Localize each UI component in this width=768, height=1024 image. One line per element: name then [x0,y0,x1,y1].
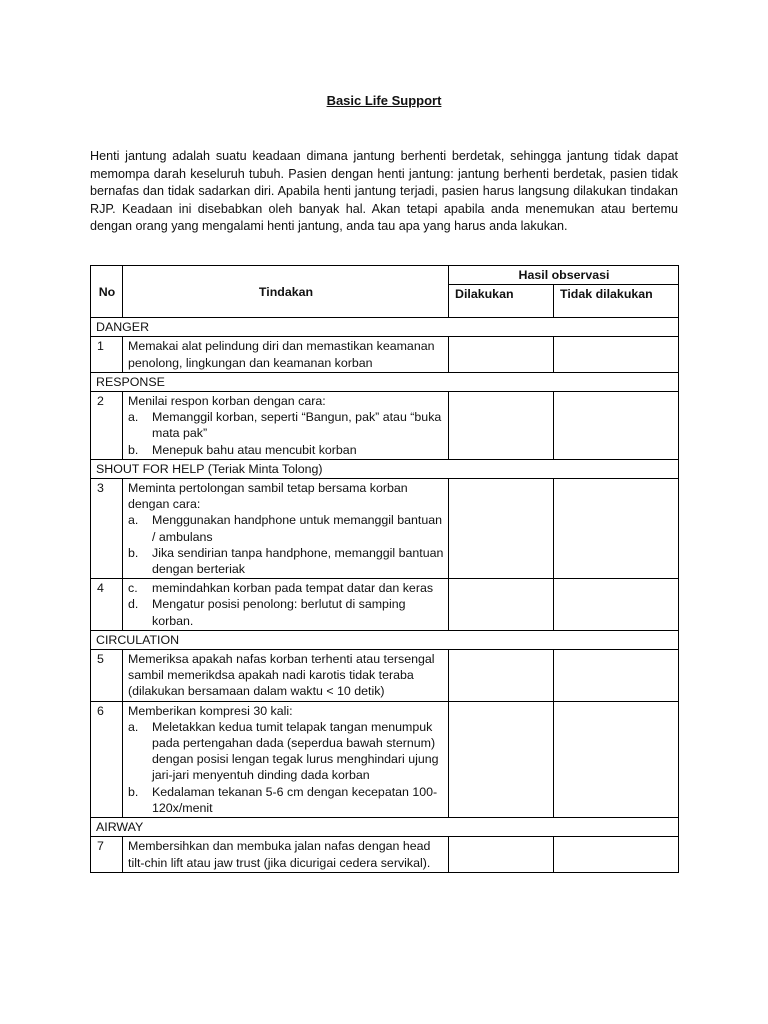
header-no: No [91,266,123,318]
section-label-airway: AIRWAY [91,818,679,837]
section-label-circulation: CIRCULATION [91,630,679,649]
sub-item [128,784,444,816]
section-label-shout-for-help: SHOUT FOR HELP (Teriak Minta Tolong) [91,459,679,478]
table-row [91,650,679,702]
section-row-response [91,372,679,391]
sub-item [128,596,444,628]
sub-item-text: Kedalaman tekanan 5-6 cm dengan kecepatan 100-120x/menit [152,784,438,815]
row-action-cell [123,479,449,579]
sub-item [128,580,444,596]
row-action-text: Memberikan kompresi 30 kali: [128,703,293,718]
cell-dilakukan[interactable] [449,701,554,817]
sub-item [128,545,444,577]
table-row [91,837,679,872]
sub-item-letter: b. [128,442,139,457]
header-dilakukan: Dilakukan [449,285,554,318]
cell-tidak-dilakukan[interactable] [554,579,679,631]
sub-item-text: Menggunakan handphone untuk memanggil bantuan / ambulans [152,513,443,544]
cell-dilakukan[interactable] [449,479,554,579]
section-label-danger: DANGER [91,318,679,337]
row-action-text: Meminta pertolongan sambil tetap bersama korban dengan cara: [128,481,408,512]
sub-item-letter: a. [128,410,139,425]
table-row [91,579,679,631]
cell-tidak-dilakukan[interactable] [554,337,679,372]
row-number: 4 [91,579,123,631]
row-number: 7 [91,837,123,872]
document-title: Basic Life Support [326,93,442,108]
sub-item [128,409,444,441]
row-number: 3 [91,479,123,579]
sub-item-text: Memanggil korban, seperti “Bangun, pak” atau “buka mata pak” [152,410,442,441]
row-action-text: Memeriksa apakah nafas korban terhenti atau tersengal sambil memerikdsa apakah nadi karotis tidak teraba (dilakukan bersamaan dalam waktu < 10 detik) [123,650,449,702]
cell-dilakukan[interactable] [449,650,554,702]
table-row [91,392,679,460]
row-number: 6 [91,701,123,817]
section-label-response: RESPONSE [91,372,679,391]
table-row [91,479,679,579]
sub-item-text: Menepuk bahu atau mencubit korban [152,442,357,457]
cell-tidak-dilakukan[interactable] [554,701,679,817]
cell-tidak-dilakukan[interactable] [554,837,679,872]
row-action-text: Memakai alat pelindung diri dan memastikan keamanan penolong, lingkungan dan keamanan korban [123,337,449,372]
sub-item-text: memindahkan korban pada tempat datar dan keras [152,581,434,596]
sub-item-letter: b. [128,545,139,560]
cell-dilakukan[interactable] [449,837,554,872]
cell-tidak-dilakukan[interactable] [554,650,679,702]
cell-tidak-dilakukan[interactable] [554,392,679,460]
row-number: 5 [91,650,123,702]
table-row [91,701,679,817]
observation-table [90,265,679,873]
sub-item [128,512,444,544]
header-tindakan: Tindakan [123,266,449,318]
cell-dilakukan[interactable] [449,392,554,460]
cell-tidak-dilakukan[interactable] [554,479,679,579]
sub-item-letter: a. [128,513,139,528]
row-action-text: Menilai respon korban dengan cara: [128,394,326,409]
header-hasil-observasi: Hasil observasi [449,266,679,285]
header-tidak-dilakukan: Tidak dilakukan [554,285,679,318]
section-row-shout-for-help [91,459,679,478]
sub-item-text: Mengatur posisi penolong: berlutut di samping korban. [152,597,406,628]
sub-item [128,442,444,458]
row-number: 2 [91,392,123,460]
sub-item [128,719,444,784]
sub-item-letter: a. [128,719,139,734]
intro-paragraph: Henti jantung adalah suatu keadaan dimana jantung berhenti berdetak, sehingga jantung tidak dapat memompa darah keseluruh tubuh. Pasien dengan henti jantung: jantung berhenti berdetak, pasien tidak bernafas dan tidak sadarkan diri. Apabila henti jantung terjadi, pasien harus langsung dilakukan tindakan RJP. Keadaan ini disebabkan oleh banyak hal. Akan tetapi apabila anda menemukan atau bertemu dengan orang yang mengalami henti jantung, anda tau apa yang harus anda lakukan. [90,149,678,234]
row-action-text: Membersihkan dan membuka jalan nafas dengan head tilt-chin lift atau jaw trust (jika dicurigai cedera servikal). [123,837,449,872]
header-row [91,266,679,285]
sub-item-letter: b. [128,784,139,799]
sub-item-letter: c. [128,581,138,596]
section-row-airway [91,818,679,837]
cell-dilakukan[interactable] [449,337,554,372]
sub-item-text: Jika sendirian tanpa handphone, memanggil bantuan dengan berteriak [152,545,444,577]
section-row-danger [91,318,679,337]
row-action-cell [123,392,449,460]
cell-dilakukan[interactable] [449,579,554,631]
row-action-cell [123,701,449,817]
row-number: 1 [91,337,123,372]
table-row [91,337,679,372]
sub-item-letter: d. [128,597,139,612]
section-row-circulation [91,630,679,649]
row-action-cell [123,579,449,631]
sub-item-text: Meletakkan kedua tumit telapak tangan menumpuk pada pertengahan dada (seperdua bawah sternum) dengan posisi lengan tegak lurus menghindari ujung jari-jari menyentuh dinding dada korban [152,719,439,783]
